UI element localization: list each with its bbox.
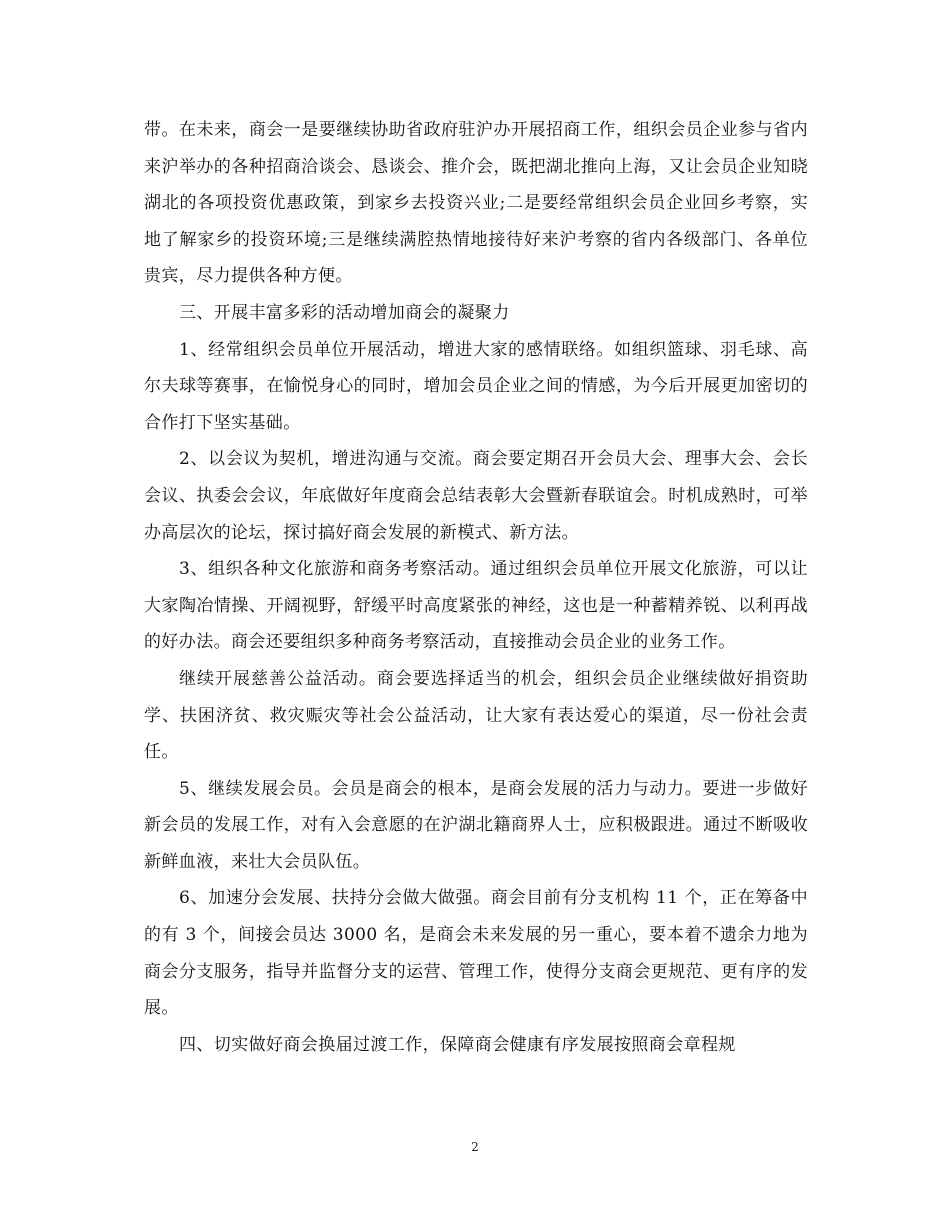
paragraph-item-2: 2、以会议为契机，增进沟通与交流。商会要定期召开会员大会、理事大会、会长会议、执委会会议，年底做好年度商会总结表彰大会暨新春联谊会。时机成熟时，可举办高层次的论坛，探讨搞好商会发展的新模式、新方法。 [144, 449, 808, 543]
paragraph-item-1: 1、经常组织会员单位开展活动，增进大家的感情联络。如组织篮球、羽毛球、高尔夫球等赛事，在愉悦身心的同时，增加会员企业之间的情感，为今后开展更加密切的合作打下坚实基础。 [144, 339, 808, 433]
document-body [144, 112, 808, 1063]
section-heading-3: 三、开展丰富多彩的活动增加商会的凝聚力 [179, 302, 510, 323]
paragraph-charity: 继续开展慈善公益活动。商会要选择适当的机会，组织会员企业继续做好捐资助学、扶困济贫、救灾赈灾等社会公益活动，让大家有表达爱心的渠道，尽一份社会责任。 [144, 668, 808, 763]
paragraph-item-3: 3、组织各种文化旅游和商务考察活动。通过组织会员单位开展文化旅游，可以让大家陶冶情操、开阔视野，舒缓平时高度紧张的神经，这也是一种蓄精养锐、以利再战的好办法。商会还要组织多种商务考察活动，直接推动会员企业的业务工作。 [144, 559, 808, 653]
paragraph-item-6: 6、加速分会发展、扶持分会做大做强。商会目前有分支机构 11 个，正在筹备中的有 3 个，间接会员达 3000 名，是商会未来发展的另一重心，要本着不遗余力地为商会分支服务，指导并监督分支的运营、管理工作，使得分支商会更规范、更有序的发展。 [144, 888, 808, 1019]
section-heading-4: 四、切实做好商会换届过渡工作，保障商会健康有序发展按照商会章程规 [179, 1034, 736, 1055]
paragraph-item-5: 5、继续发展会员。会员是商会的根本，是商会发展的活力与动力。要进一步做好新会员的发展工作，对有入会意愿的在沪湖北籍商界人士，应积极跟进。通过不断吸收新鲜血液，来壮大会员队伍。 [144, 778, 808, 872]
page-number: 2 [471, 1140, 479, 1154]
paragraph-continuation: 带。在未来，商会一是要继续协助省政府驻沪办开展招商工作，组织会员企业参与省内来沪举办的各种招商洽谈会、恳谈会、推介会，既把湖北推向上海，又让会员企业知晓湖北的各项投资优惠政策，到家乡去投资兴业;二是要经常组织会员企业回乡考察，实地了解家乡的投资环境;三是继续满腔热情地接待好来沪考察的省内各级部门、各单位贵宾，尽力提供各种方便。 [144, 120, 808, 287]
